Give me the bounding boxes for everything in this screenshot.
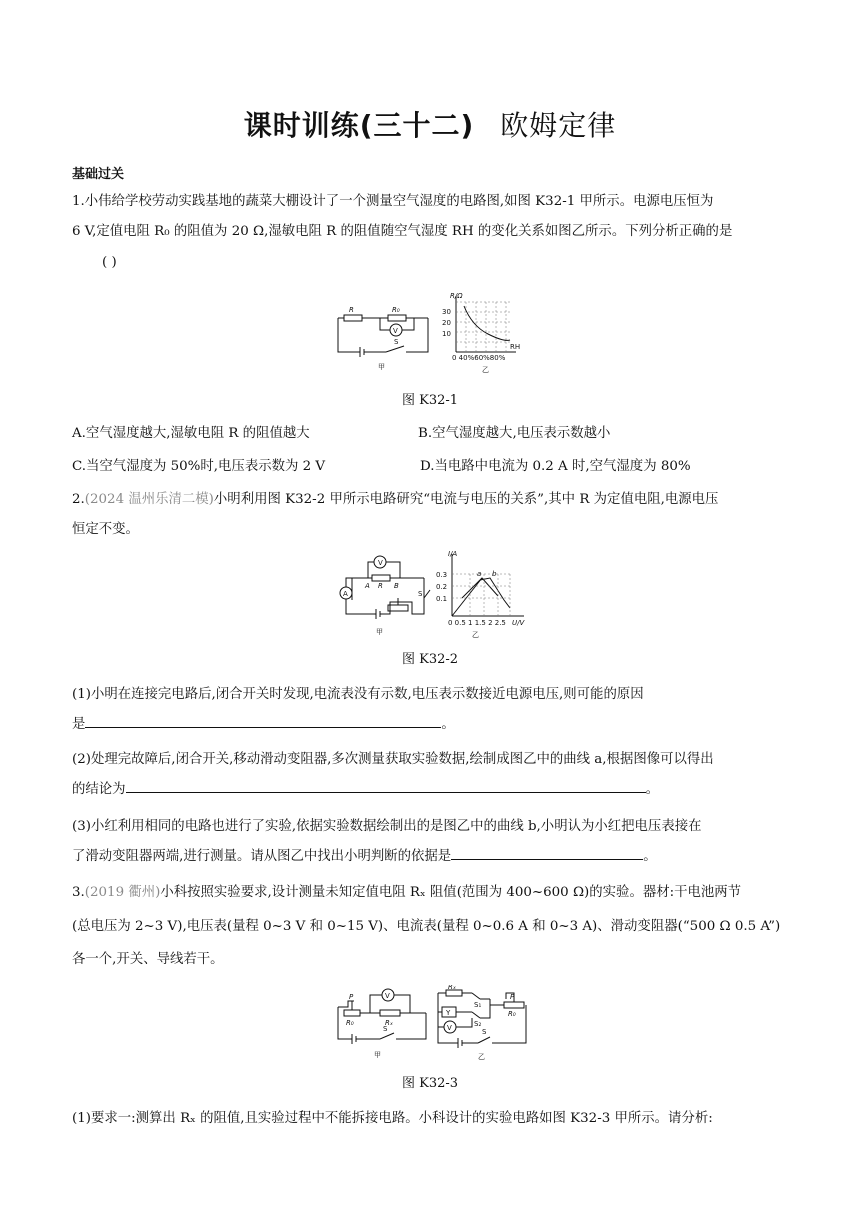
q2-sub2-answer-blank[interactable]	[126, 778, 646, 793]
fig2-ticks-x: 0 0.5 1 1.5 2 2.5	[448, 619, 506, 627]
q3-figure-caption: 图 K32-3	[401, 1076, 459, 1091]
q3-source: (2019 衢州)	[84, 885, 161, 900]
q2-source: (2024 温州乐清二模)	[84, 492, 214, 507]
q1-option-b: B.空气湿度越大,电压表示数越小	[418, 426, 611, 441]
section-heading: 基础过关	[72, 167, 125, 182]
fig3-label-r0-yi: R₀	[508, 1010, 516, 1018]
q1-figure-caption: 图 K32-1	[401, 393, 459, 408]
fig1-xaxis: RH	[510, 343, 521, 351]
fig3-label-s2: S₂	[474, 1020, 482, 1028]
fig3-label-jia: 甲	[374, 1051, 381, 1059]
q1-text-line1: 1.小伟给学校劳动实践基地的蔬菜大棚设计了一个测量空气湿度的电路图,如图 K32-1 甲所示。电源电压恒为	[72, 194, 714, 209]
fig2-label-yi: 乙	[472, 631, 479, 639]
fig2-curve-b: b	[492, 570, 497, 578]
fig3-label-r0: R₀	[346, 1019, 354, 1027]
page-title	[0, 104, 860, 144]
fig2-curve-a: a	[477, 570, 482, 578]
fig2-label-pt-a: A	[365, 582, 370, 590]
q2-sub2-line2	[72, 775, 794, 805]
fig3-label-p-yi: P	[510, 993, 515, 1001]
q1-option-c: C.当空气湿度为 50%时,电压表示数为 2 V	[72, 459, 326, 474]
fig1-ticks-x: 0 40%60%80%	[452, 354, 506, 362]
q2-text-line1	[72, 485, 794, 515]
q2-sub2-end: 。	[645, 782, 659, 797]
fig3-label-s-jia: S	[383, 1025, 388, 1033]
figure-k32-1	[330, 290, 530, 376]
fig2-label-s: S	[418, 590, 423, 598]
q2-sub3-end: 。	[643, 849, 657, 864]
q3-text-line3: 各一个,开关、导线若干。	[72, 952, 224, 967]
fig2-tick-y-03: 0.3	[436, 571, 448, 579]
q2-figure-caption: 图 K32-2	[401, 652, 459, 667]
fig2-label-jia: 甲	[376, 628, 383, 636]
q2-sub3-line2	[72, 842, 794, 872]
fig1-label-yi: 乙	[482, 366, 489, 374]
q3-text-line1	[72, 878, 794, 908]
q2-number: 2.	[72, 492, 85, 507]
q2-stem: 小明利用图 K32-2 甲所示电路研究“电流与电压的关系”,其中 R 为定值电阻,电源电压	[213, 492, 719, 507]
fig2-xaxis: U/V	[512, 619, 525, 627]
fig1-label-r: R	[349, 306, 354, 314]
fig1-label-s: S	[394, 338, 399, 346]
fig2-label-r: R	[378, 582, 383, 590]
q3-text-line2: (总电压为 2~3 V),电压表(量程 0~3 V 和 0~15 V)、电流表(量程 0~0.6 A 和 0~3 A)、滑动变阻器(“500 Ω 0.5 A”)	[72, 919, 781, 934]
fig1-tick-y-20: 20	[442, 319, 451, 327]
q1-option-a: A.空气湿度越大,湿敏电阻 R 的阻值越大	[72, 426, 310, 441]
fig2-tick-y-01: 0.1	[436, 595, 448, 603]
fig3-label-p: P	[349, 993, 354, 1001]
fig2-yaxis: I/A	[448, 550, 458, 558]
figure-k32-3	[330, 985, 530, 1061]
q2-sub2-line1: (2)处理完故障后,闭合开关,移动滑动变阻器,多次测量获取实验数据,绘制成图乙中的曲线 a,根据图像可以得出	[72, 752, 714, 767]
fig3-label-rx-yi: Rₓ	[448, 985, 456, 991]
q2-text-line2: 恒定不变。	[72, 522, 139, 537]
q3-stem: 小科按照实验要求,设计测量未知定值电阻 Rₓ 阻值(范围为 400~600 Ω)的实验。器材:干电池两节	[160, 885, 742, 900]
q3-number: 3.	[72, 885, 85, 900]
figure-k32-2	[332, 548, 532, 640]
q2-sub3-line1: (3)小红利用相同的电路也进行了实验,依据实验数据绘制出的是图乙中的曲线 b,小明认为小红把电压表接在	[72, 819, 702, 834]
q2-sub1-prefix: 是	[72, 717, 86, 732]
fig3-label-s-yi: S	[482, 1028, 487, 1036]
fig1-tick-y-30: 30	[442, 308, 451, 316]
fig1-yaxis: R/Ω	[450, 292, 463, 300]
q3-sub1: (1)要求一:测算出 Rₓ 的阻值,且实验过程中不能拆接电路。小科设计的实验电路如图 K32-3 甲所示。请分析:	[72, 1111, 713, 1126]
q2-sub3-prefix: 了滑动变阻器两端,进行测量。请从图乙中找出小明判断的依据是	[72, 849, 452, 864]
q2-sub1-end: 。	[441, 717, 455, 732]
fig1-label-jia: 甲	[378, 363, 385, 371]
q2-sub3-answer-blank[interactable]	[451, 845, 643, 860]
title-topic: 欧姆定律	[500, 109, 617, 142]
fig2-tick-y-02: 0.2	[436, 583, 448, 591]
fig3-label-yi: 乙	[478, 1053, 485, 1061]
q1-text-line2: 6 V,定值电阻 R₀ 的阻值为 20 Ω,湿敏电阻 R 的阻值随空气湿度 RH 的变化关系如图乙所示。下列分析正确的是	[72, 224, 733, 239]
fig3-label-v: V	[385, 992, 390, 1000]
fig1-tick-y-10: 10	[442, 330, 451, 338]
fig3-label-rx: Rₓ	[385, 1019, 393, 1027]
q2-sub1-line2	[72, 710, 794, 740]
fig3-label-v-yi: V	[447, 1024, 452, 1032]
q1-answer-bracket: ( )	[102, 255, 117, 270]
q2-sub2-prefix: 的结论为	[72, 782, 126, 797]
fig2-label-pt-b: B	[394, 582, 399, 590]
fig1-label-r0: R₀	[392, 306, 400, 314]
fig1-label-v: V	[393, 327, 398, 335]
fig2-label-a-meter: A	[343, 590, 348, 598]
fig3-label-y: Y	[446, 1009, 451, 1017]
title-main: 课时训练(三十二)	[243, 109, 475, 142]
q2-sub1-line1: (1)小明在连接完电路后,闭合开关时发现,电流表没有示数,电压表示数接近电源电压,则可能的原因	[72, 687, 644, 702]
fig2-label-v: V	[378, 559, 383, 567]
fig3-label-s1: S₁	[474, 1001, 482, 1009]
q2-sub1-answer-blank[interactable]	[85, 713, 441, 728]
q1-option-d: D.当电路中电流为 0.2 A 时,空气湿度为 80%	[420, 459, 691, 474]
